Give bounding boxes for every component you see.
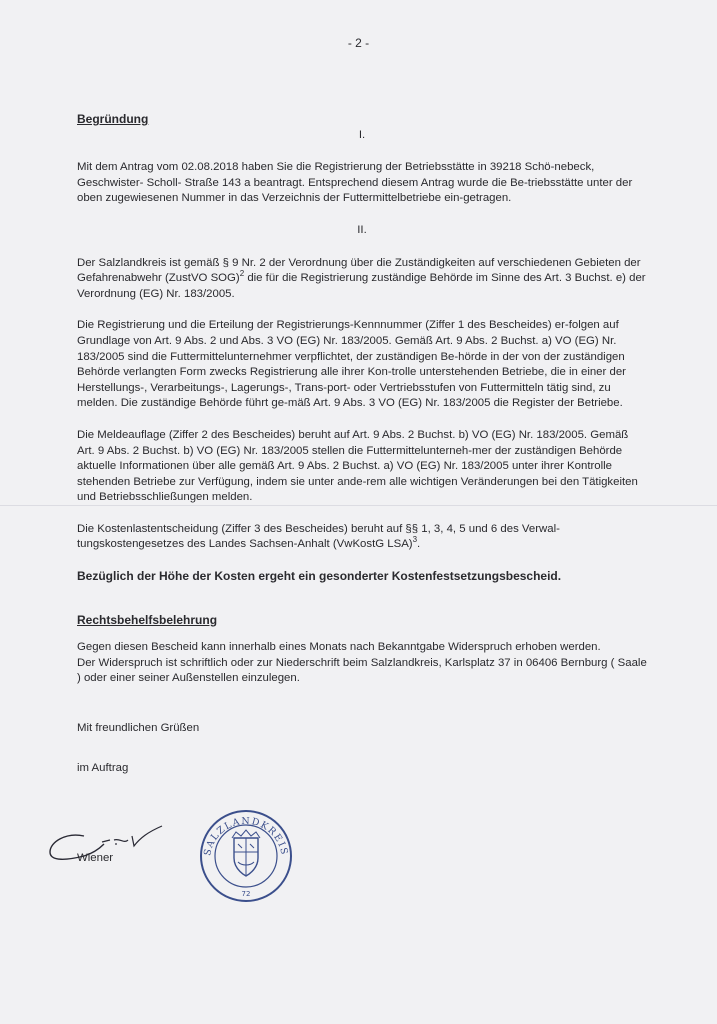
legal-remedy-line-1: Gegen diesen Bescheid kann innerhalb eines Monats nach Bekanntgabe Widerspruch erhoben werden. — [77, 641, 601, 654]
paragraph-costs — [77, 522, 647, 553]
document-body — [77, 112, 647, 792]
official-seal-stamp — [198, 808, 294, 904]
paragraph-cost-notice: Bezüglich der Höhe der Kosten ergeht ein gesonderter Kostenfestsetzungsbescheid. — [77, 569, 562, 584]
paragraph-reporting: Die Meldeauflage (Ziffer 2 des Bescheides) beruht auf Art. 9 Abs. 2 Buchst. b) VO (EG) Nr. 183/2005. Gemäß Art. 9 Abs. 2 Buchst. b) VO (EG) Nr. 183/2005 stellen die Futtermittelunterneh-mer der zuständigen Behörde aktuelle Informationen über alle gemäß Art. 9 Abs. 2 Buchst. a) VO (EG) Nr. 183/2005 unter ihrer Kontrolle stehenden Betriebe zur Verfügung, indem sie unter ande-rem alle wichtigen Veränderungen bei den Tätigkeiten und Betriebsschließungen melden. — [77, 428, 638, 504]
seal-text: SALZLANDKREIS — [202, 815, 290, 857]
seal-number: 72 — [241, 890, 251, 898]
roman-numeral-2: II. — [357, 223, 367, 236]
roman-numeral-1: I. — [358, 128, 366, 141]
paragraph-application: Mit dem Antrag vom 02.08.2018 haben Sie die Registrierung der Betriebsstätte in 39218 Schö-nebeck, Geschwister- Scholl- Straße 143 a beantragt. Entsprechend diesem Antrag wurde die Be-triebsstätte unter der oben zugewiesenen Nummer in das Verzeichnis der Futtermittelbetriebe ein-getragen. — [77, 161, 633, 205]
paragraph-costs-text-b: . — [417, 538, 421, 551]
paragraph-registration: Die Registrierung und die Erteilung der Registrierungs-Kennnummer (Ziffer 1 des Bescheides) er-folgen auf Grundlage von Art. 9 Abs. 2 und Abs. 3 VO (EG) Nr. 183/2005. Gemäß Art. 9 Abs. 2 Buchst. a) VO (EG) Nr. 183/2005 sind die Futtermittelunternehmer verpflichtet, der zuständigen Be-hörde in der von der zuständigen Behörde verlangten Form zwecks Registrierung alle ihrer Kon-trolle unterstehenden Betriebe, die in einer der Herstellungs-, Verarbeitungs-, Lagerungs-, Trans-port- oder Vertriebsstufen von Futtermitteln tätig sind, zu melden. Die zuständige Behörde führt ge-mäß Art. 9 Abs. 3 VO (EG) Nr. 183/2005 die Register der Betriebe. — [77, 319, 626, 410]
section-heading-rechtsbehelf: Rechtsbehelfsbelehrung — [77, 612, 218, 627]
page-number: - 2 - — [347, 36, 370, 50]
footnote-ref-2: 2 — [239, 269, 245, 279]
legal-remedy-line-2: Der Widerspruch ist schriftlich oder zur Niederschrift beim Salzlandkreis, Karlsplatz 37 in 06406 Bernburg ( Saale ) oder einer seiner Außenstellen einzulegen. — [77, 656, 647, 685]
paragraph-jurisdiction-text-b: die für die Registrierung zuständige Behörde im Sinne des Art. 3 Buchst. e) der Verordnung (EG) Nr. 183/2005. — [77, 272, 646, 300]
on-behalf-label: im Auftrag — [77, 761, 129, 774]
paragraph-jurisdiction-text-a: Der Salzlandkreis ist gemäß § 9 Nr. 2 der Verordnung über die Zuständigkeiten auf verschiedenen Gebieten der Gefahrenabwehr (ZustVO SOG) — [77, 256, 641, 285]
paragraph-costs-text-a: Die Kostenlastentscheidung (Ziffer 3 des Bescheides) beruht auf §§ 1, 3, 4, 5 und 6 des Verwal-tungskostengesetzes des Landes Sachsen-Anhalt (VwKostG LSA) — [77, 522, 560, 551]
closing-greeting: Mit freundlichen Grüßen — [77, 722, 200, 735]
signer-name: Wiener — [77, 852, 114, 864]
paragraph-jurisdiction — [77, 256, 647, 303]
footnote-ref-3: 3 — [412, 535, 418, 545]
handwritten-signature — [44, 818, 184, 873]
section-heading-begruendung: Begründung — [77, 112, 149, 126]
